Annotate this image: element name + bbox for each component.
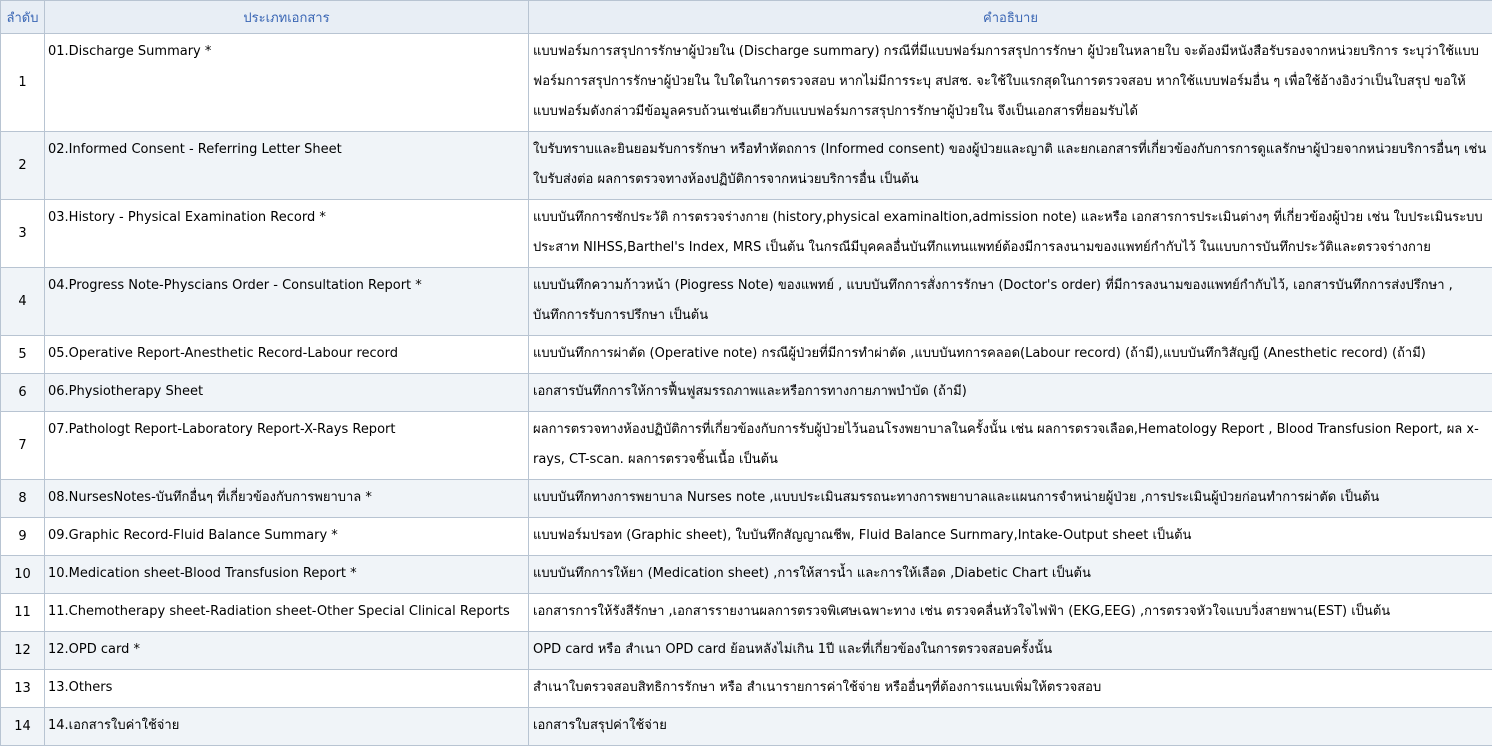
description-cell: สำเนาใบตรวจสอบสิทธิการรักษา หรือ สำเนารายการค่าใช้จ่าย หรืออื่นๆที่ต้องการแนบเพิ่มให้ตรวจสอบ — [529, 670, 1492, 708]
row-number: 1 — [1, 34, 45, 132]
document-type-cell: 08.NursesNotes-บันทึกอื่นๆ ที่เกี่ยวข้องกับการพยาบาล * — [45, 480, 529, 518]
document-type-cell: 05.Operative Report-Anesthetic Record-Labour record — [45, 336, 529, 374]
document-type-cell: 03.History - Physical Examination Record * — [45, 200, 529, 268]
description-cell: เอกสารบันทึกการให้การฟื้นฟูสมรรถภาพและหรือการทางกายภาพบำบัด (ถ้ามี) — [529, 374, 1492, 412]
row-number: 4 — [1, 268, 45, 336]
header-document-type[interactable]: ประเภทเอกสาร — [45, 1, 529, 34]
table-row[interactable] — [1, 480, 1492, 518]
description-cell: ใบรับทราบและยินยอมรับการรักษา หรือทำหัตถการ (Informed consent) ของผู้ป่วยและญาติ และยกเอกสารที่เกี่ยวข้องกับการการดูแลรักษาผู้ป่วยจากหน่วยบริการอื่นๆ เช่นใบรับส่งต่อ ผลการตรวจทางห้องปฏิบัติการจากหน่วยบริการอื่น เป็นต้น — [529, 132, 1492, 200]
description-cell: แบบบันทึกการผ่าตัด (Operative note) กรณีผู้ป่วยที่มีการทำผ่าตัด ,แบบบันทการคลอด(Labour record) (ถ้ามี),แบบบันทึกวิสัญญี (Anesthetic record) (ถ้ามี) — [529, 336, 1492, 374]
document-type-cell: 13.Others — [45, 670, 529, 708]
description-cell: แบบบันทึกทางการพยาบาล Nurses note ,แบบประเมินสมรรถนะทางการพยาบาลและแผนการจำหน่ายผู้ป่วย ,การประเมินผู้ป่วยก่อนทำการผ่าตัด เป็นต้น — [529, 480, 1492, 518]
table-row[interactable] — [1, 200, 1492, 268]
row-number: 7 — [1, 412, 45, 480]
description-cell: แบบบันทึกการให้ยา (Medication sheet) ,การให้สารน้ำ และการให้เลือด ,Diabetic Chart เป็นต้น — [529, 556, 1492, 594]
row-number: 13 — [1, 670, 45, 708]
document-type-cell: 12.OPD card * — [45, 632, 529, 670]
document-type-cell: 14.เอกสารใบค่าใช้จ่าย — [45, 708, 529, 746]
description-cell: แบบบันทึกการซักประวัติ การตรวจร่างกาย (history,physical examinaltion,admission note) และหรือ เอกสารการประเมินต่างๆ ที่เกี่ยวข้องผู้ป่วย เช่น ใบประเมินระบบประสาท NIHSS,Barthel's Index, MRS เป็นต้น ในกรณีมีบุคคลอื่นบันทึกแทนแพทย์ต้องมีการลงนามของแพทย์กำกับไว้ ในแบบการบันทึกประวัติและตรวจร่างกาย — [529, 200, 1492, 268]
table-row[interactable] — [1, 374, 1492, 412]
table-row[interactable] — [1, 670, 1492, 708]
document-type-cell: 01.Discharge Summary * — [45, 34, 529, 132]
document-type-cell: 09.Graphic Record-Fluid Balance Summary * — [45, 518, 529, 556]
table-row[interactable] — [1, 34, 1492, 132]
row-number: 10 — [1, 556, 45, 594]
table-row[interactable] — [1, 518, 1492, 556]
document-type-cell: 06.Physiotherapy Sheet — [45, 374, 529, 412]
header-description[interactable]: คำอธิบาย — [529, 1, 1492, 34]
table-row[interactable] — [1, 632, 1492, 670]
row-number: 11 — [1, 594, 45, 632]
description-cell: เอกสารการให้รังสีรักษา ,เอกสารรายงานผลการตรวจพิเศษเฉพาะทาง เช่น ตรวจคลื่นหัวใจไฟฟ้า (EKG,EEG) ,การตรวจหัวใจแบบวิ่งสายพาน(EST) เป็นต้น — [529, 594, 1492, 632]
table-row[interactable] — [1, 708, 1492, 746]
table-row[interactable] — [1, 336, 1492, 374]
row-number: 6 — [1, 374, 45, 412]
table-row[interactable] — [1, 412, 1492, 480]
table-header-row — [1, 1, 1492, 34]
document-type-cell: 04.Progress Note-Physcians Order - Consultation Report * — [45, 268, 529, 336]
row-number: 5 — [1, 336, 45, 374]
description-cell: ผลการตรวจทางห้องปฏิบัติการที่เกี่ยวข้องกับการรับผู้ป่วยไว้นอนโรงพยาบาลในครั้งนั้น เช่น ผลการตรวจเลือด,Hematology Report , Blood Transfusion Report, ผล x-rays, CT-scan. ผลการตรวจชิ้นเนื้อ เป็นต้น — [529, 412, 1492, 480]
table-row[interactable] — [1, 268, 1492, 336]
document-type-cell: 11.Chemotherapy sheet-Radiation sheet-Other Special Clinical Reports — [45, 594, 529, 632]
table-row[interactable] — [1, 556, 1492, 594]
description-cell: OPD card หรือ สำเนา OPD card ย้อนหลังไม่เกิน 1ปี และที่เกี่ยวข้องในการตรวจสอบครั้งนั้น — [529, 632, 1492, 670]
description-cell: แบบฟอร์มปรอท (Graphic sheet), ใบบันทึกสัญญาณชีพ, Fluid Balance Surnmary,Intake-Output sheet เป็นต้น — [529, 518, 1492, 556]
row-number: 9 — [1, 518, 45, 556]
table-row[interactable] — [1, 594, 1492, 632]
row-number: 8 — [1, 480, 45, 518]
document-type-cell: 10.Medication sheet-Blood Transfusion Report * — [45, 556, 529, 594]
row-number: 14 — [1, 708, 45, 746]
table-row[interactable] — [1, 132, 1492, 200]
row-number: 3 — [1, 200, 45, 268]
row-number: 12 — [1, 632, 45, 670]
header-no[interactable]: ลำดับ — [1, 1, 45, 34]
description-cell: เอกสารใบสรุปค่าใช้จ่าย — [529, 708, 1492, 746]
description-cell: แบบบันทึกความก้าวหน้า (Piogress Note) ของแพทย์ , แบบบันทึกการสั่งการรักษา (Doctor's order) ที่มีการลงนามของแพทย์กำกับไว้, เอกสารบันทึกการส่งปรึกษา , บันทึกการรับการปรึกษา เป็นต้น — [529, 268, 1492, 336]
document-type-cell: 02.Informed Consent - Referring Letter Sheet — [45, 132, 529, 200]
document-type-cell: 07.Pathologt Report-Laboratory Report-X-Rays Report — [45, 412, 529, 480]
description-cell: แบบฟอร์มการสรุปการรักษาผู้ป่วยใน (Discharge summary) กรณีที่มีแบบฟอร์มการสรุปการรักษา ผู้ป่วยในหลายใบ จะต้องมีหนังสือรับรองจากหน่วยบริการ ระบุว่าใช้แบบฟอร์มการสรุปการรักษาผู้ป่วยใน ใบใดในการตรวจสอบ หากไม่มีการระบุ สปสช. จะใช้ใบแรกสุดในการตรวจสอบ หากใช้แบบฟอร์มอื่น ๆ เพื่อใช้อ้างอิงว่าเป็นใบสรุป ขอให้แบบฟอร์มดังกล่าวมีข้อมูลครบถ้วนเช่นเดียวกับแบบฟอร์มการสรุปการรักษาผู้ป่วยใน จึงเป็นเอกสารที่ยอมรับได้ — [529, 34, 1492, 132]
row-number: 2 — [1, 132, 45, 200]
